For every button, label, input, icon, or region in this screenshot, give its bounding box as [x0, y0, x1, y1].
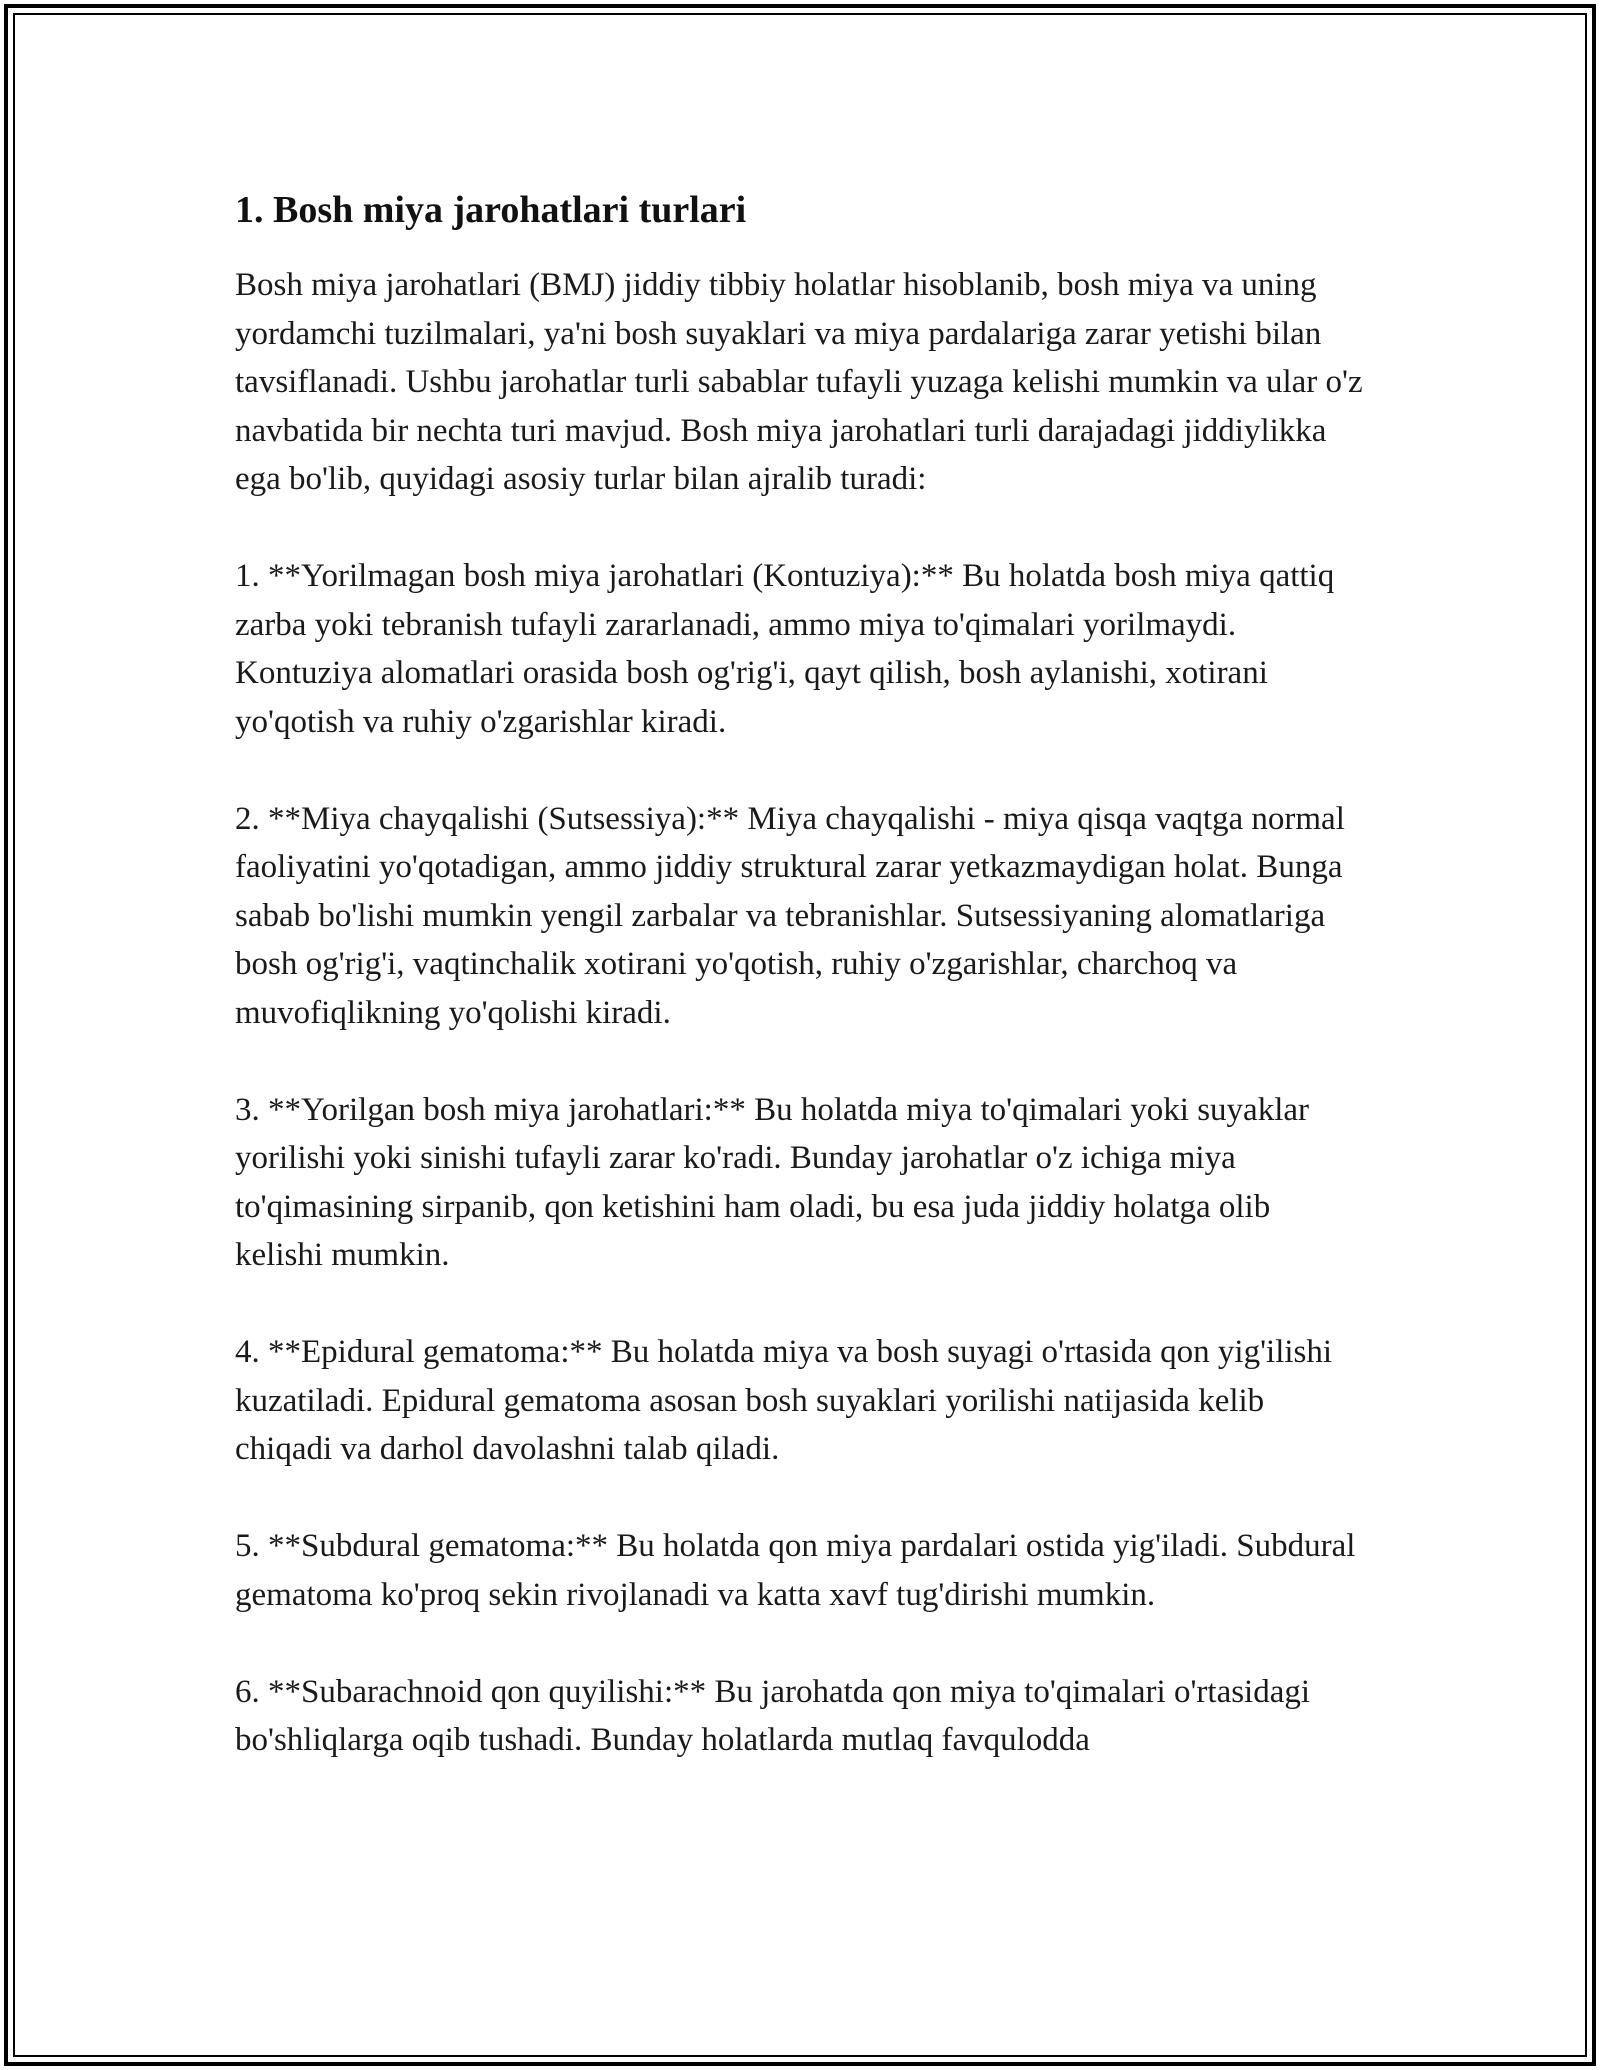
section-heading: 1. Bosh miya jarohatlari turlari	[235, 189, 747, 231]
document-body	[235, 186, 1365, 1813]
list-item-contusion: 1. **Yorilmagan bosh miya jarohatlari (Kontuziya):** Bu holatda bosh miya qattiq zarba yoki tebranish tufayli zararlanadi, ammo miya to'qimalari yorilmaydi. Kontuziya alomatlari orasida bosh og'rig'i, qayt qilish, bosh aylanishi, xotirani yo'qotish va ruhiy o'zgarishlar kiradi.	[235, 558, 1335, 740]
list-item-subarachnoid-hemorrhage: 6. **Subarachnoid qon quyilishi:** Bu jarohatda qon miya to'qimalari o'rtasidagi bo'shliqlarga oqib tushadi. Bunday holatlarda mutlaq favqulodda	[235, 1673, 1311, 1758]
list-item-epidural-hematoma: 4. **Epidural gematoma:** Bu holatda miya va bosh suyagi o'rtasida qon yig'ilishi kuzatiladi. Epidural gematoma asosan bosh suyaklari yorilishi natijasida kelib chiqadi va darhol davolashni talab qiladi.	[235, 1334, 1333, 1467]
intro-paragraph: Bosh miya jarohatlari (BMJ) jiddiy tibbiy holatlar hisoblanib, bosh miya va uning yordamchi tuzilmalari, ya'ni bosh suyaklari va miya pardalariga zarar yetishi bilan tavsiflanadi. Ushbu jarohatlar turli sabablar tufayli yuzaga kelishi mumkin va ular o'z navbatida bir nechta turi mavjud. Bosh miya jarohatlari turli darajadagi jiddiylikka ega bo'lib, quyidagi asosiy turlar bilan ajralib turadi:	[235, 267, 1363, 497]
list-item-subdural-hematoma: 5. **Subdural gematoma:** Bu holatda qon miya pardalari ostida yig'iladi. Subdural gematoma ko'proq sekin rivojlanadi va katta xavf tug'dirishi mumkin.	[235, 1528, 1356, 1613]
list-item-open-injury: 3. **Yorilgan bosh miya jarohatlari:** Bu holatda miya to'qimalari yoki suyaklar yorilishi yoki sinishi tufayli zarar ko'radi. Bunday jarohatlar o'z ichiga miya to'qimasining sirpanib, qon ketishini ham oladi, bu esa juda jiddiy holatga olib kelishi mumkin.	[235, 1091, 1309, 1273]
list-item-concussion: 2. **Miya chayqalishi (Sutsessiya):** Miya chayqalishi - miya qisqa vaqtga normal faoliyatini yo'qotadigan, ammo jiddiy struktural zarar yetkazmaydigan holat. Bunga sabab bo'lishi mumkin yengil zarbalar va tebranishlar. Sutsessiyaning alomatlariga bosh og'rig'i, vaqtinchalik xotirani yo'qotish, ruhiy o'zgarishlar, charchoq va muvofiqlikning yo'qolishi kiradi.	[235, 800, 1345, 1031]
